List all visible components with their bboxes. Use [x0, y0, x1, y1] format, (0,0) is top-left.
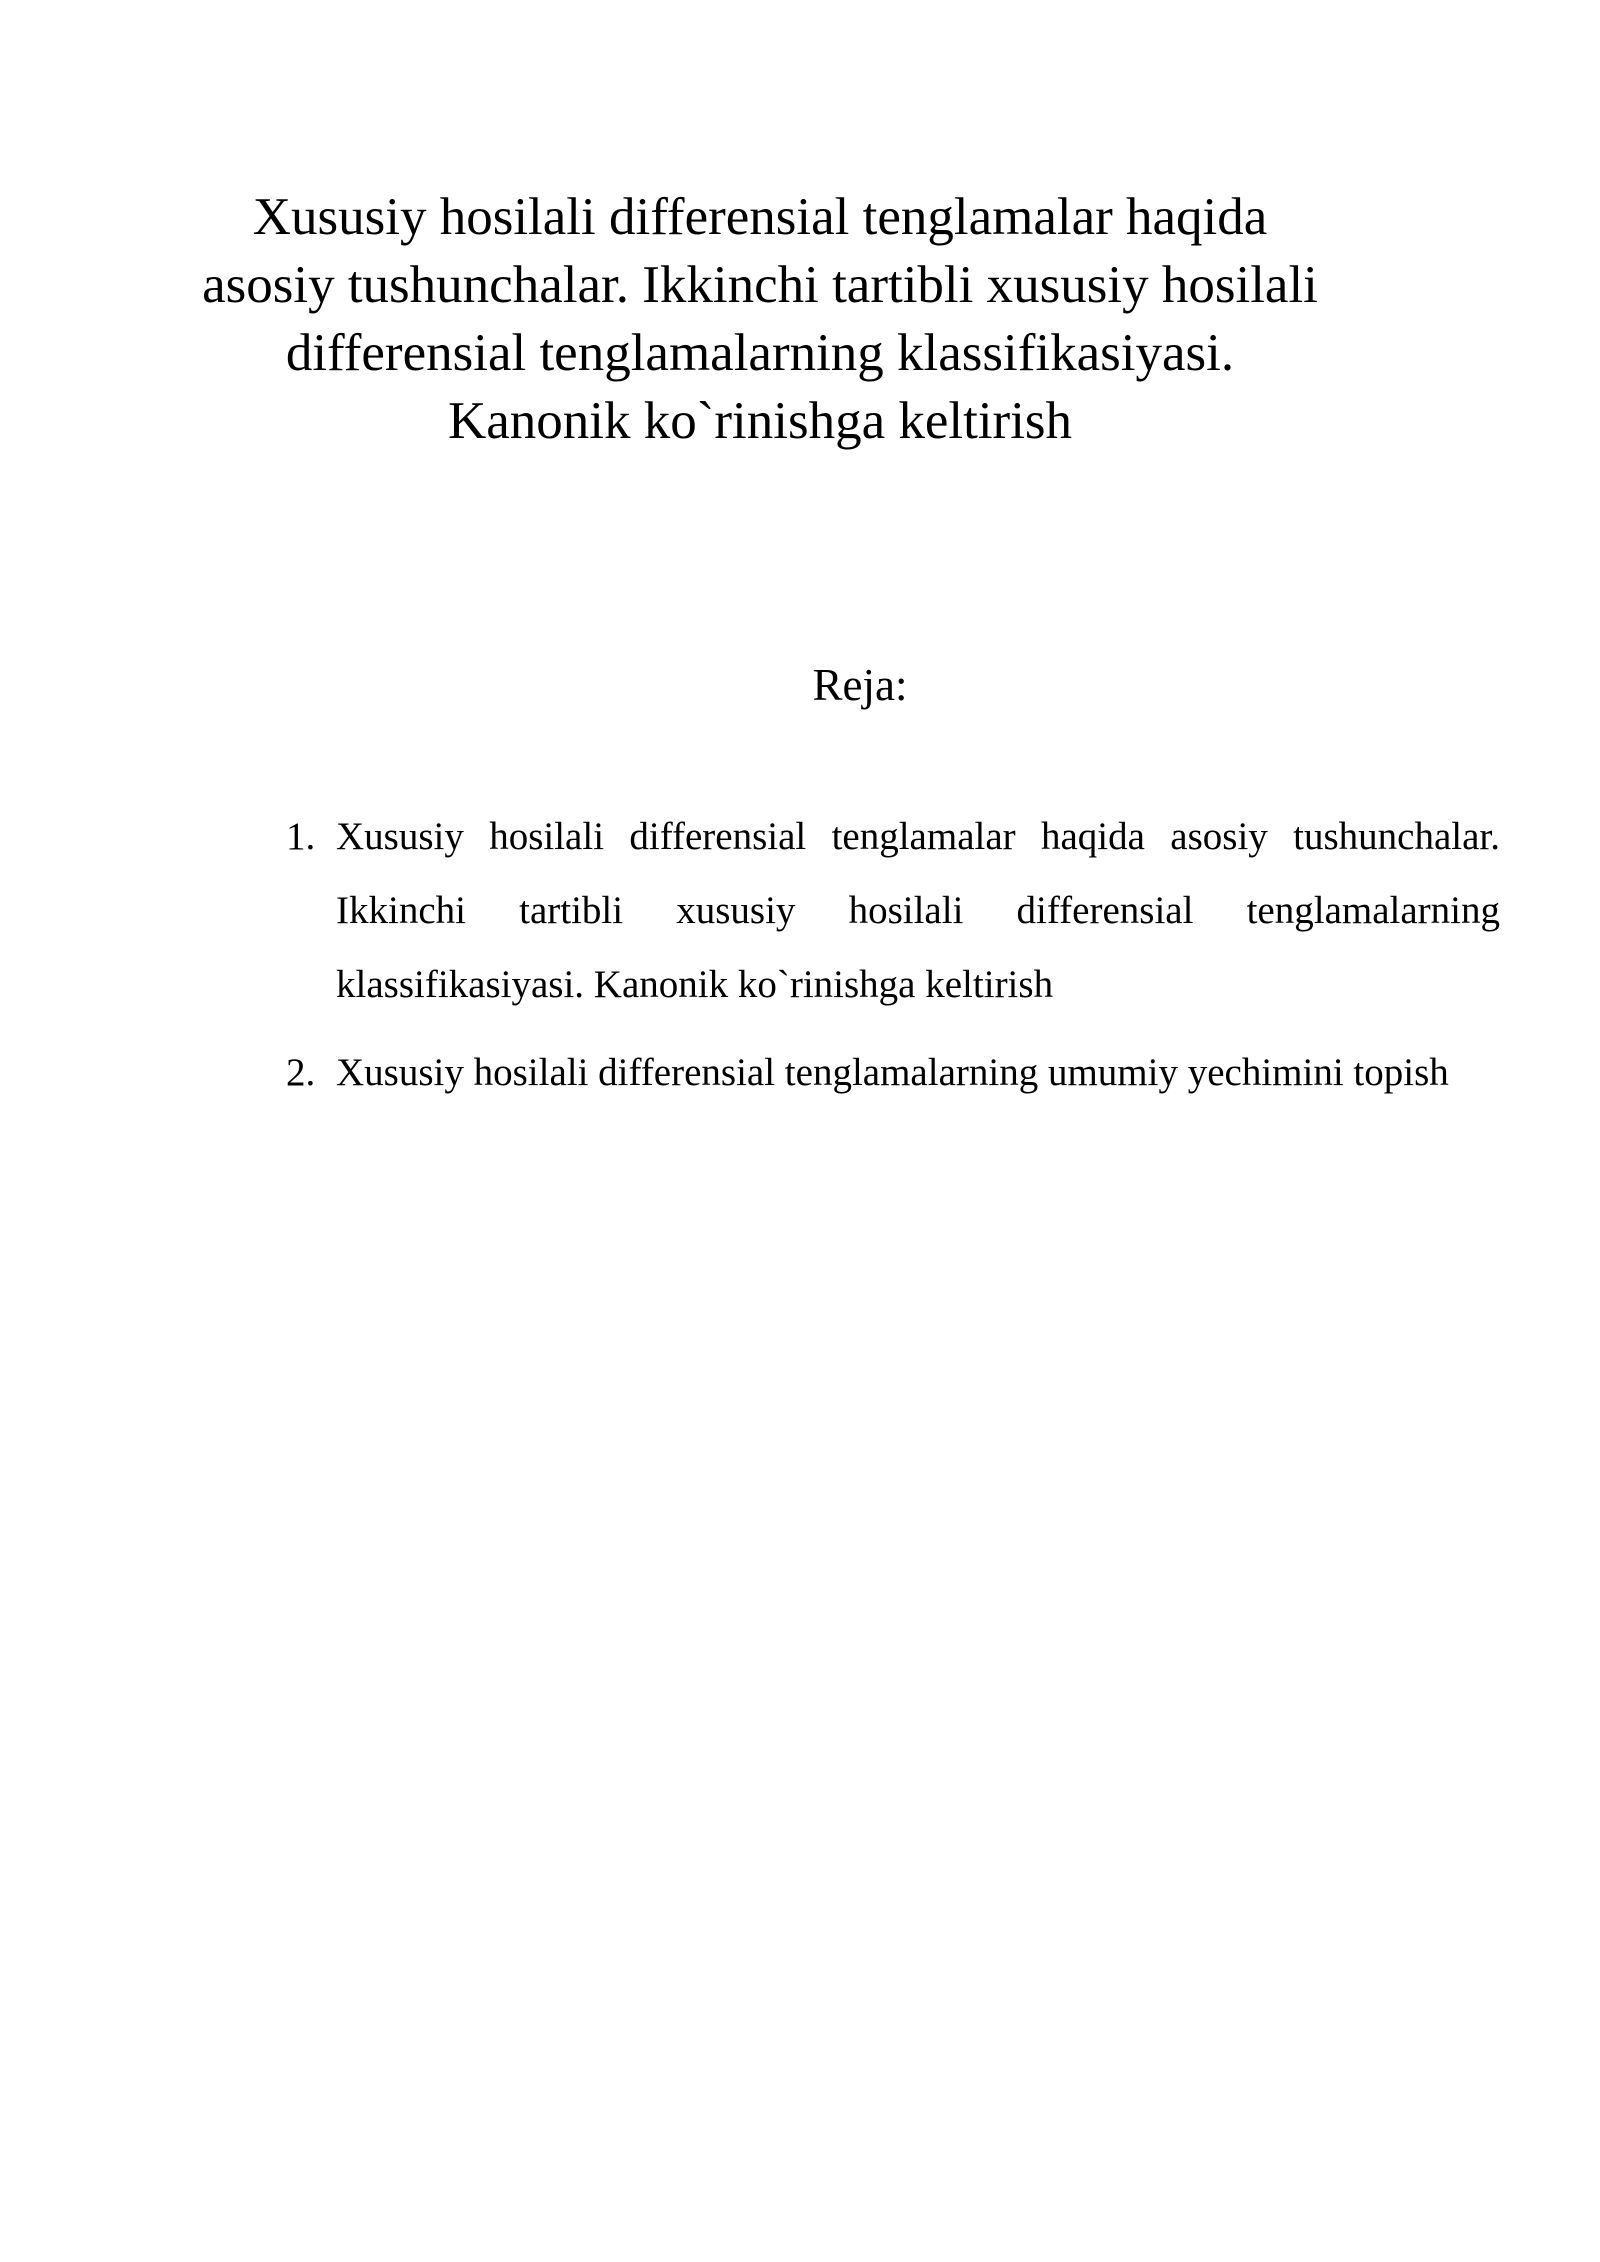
plan-list — [280, 800, 1500, 1110]
title-line: Kanonik ko`rinishga keltirish — [447, 392, 1073, 450]
plan-list-item — [280, 1036, 1500, 1110]
title-line: differensial tenglamalarning klassifikasiyasi. — [285, 324, 1235, 382]
list-item-number: 1. — [286, 815, 316, 858]
title-line: Xususiy hosilali differensial tenglamalar haqida — [252, 188, 1268, 246]
plan-heading: Reja: — [812, 660, 908, 710]
title-line: asosiy tushunchalar. Ikkinchi tartibli xususiy hosilali — [202, 256, 1318, 314]
list-item-text: Xususiy hosilali differensial tenglamalarning umumiy yechimini topish — [336, 1051, 1449, 1094]
list-item-text: Xususiy hosilali differensial tenglamalar haqida asosiy tushunchalar. Ikkinchi tartibli xususiy hosilali differensial tenglamalarning klassifikasiyasi. Kanonik ko`rinishga keltirish — [336, 815, 1500, 1006]
document-title — [200, 183, 1320, 455]
plan-list-item — [280, 800, 1500, 1022]
list-item-number: 2. — [286, 1051, 316, 1094]
